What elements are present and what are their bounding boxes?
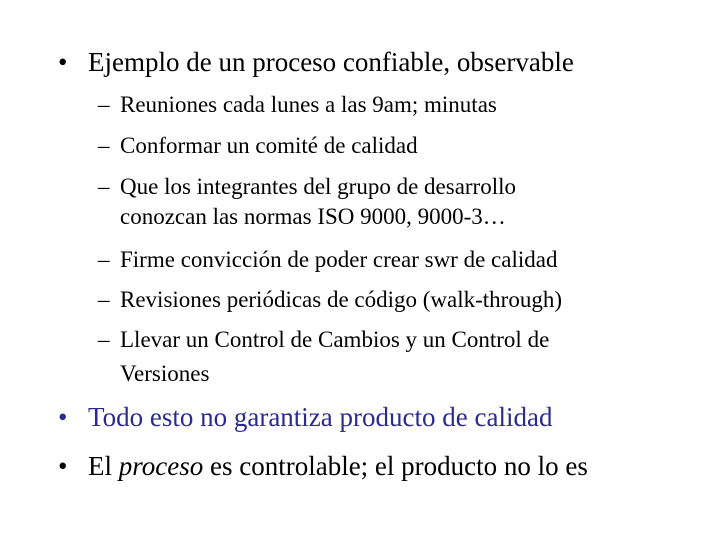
dash-marker: – <box>98 287 110 312</box>
dash-marker: – <box>98 327 110 352</box>
bullet-3-text <box>88 450 588 482</box>
main-bullet-text: Ejemplo de un proceso confiable, observable <box>88 47 574 77</box>
bullet-marker: • <box>58 451 68 481</box>
sub-item-text-continued: Versiones <box>120 361 210 386</box>
bullet-marker: • <box>58 47 68 77</box>
bullet-3-part1: El <box>88 451 119 481</box>
bullet-2-text: Todo esto no garantiza producto de calidad <box>88 402 553 432</box>
sub-item-text: Conformar un comité de calidad <box>120 133 418 158</box>
dash-marker: – <box>98 133 110 158</box>
bullet-3-part2: es controlable; el producto no lo es <box>203 451 588 481</box>
sub-item-text: Reuniones cada lunes a las 9am; minutas <box>120 92 497 117</box>
bullet-3-italic: proceso <box>118 451 204 481</box>
sub-item-text: Que los integrantes del grupo de desarrollo <box>120 174 516 199</box>
sub-item-text: Firme convicción de poder crear swr de calidad <box>120 247 558 272</box>
sub-item-text-continued: conozcan las normas ISO 9000, 9000-3… <box>120 204 506 229</box>
dash-marker: – <box>98 92 110 117</box>
sub-item-text: Revisiones periódicas de código (walk-through) <box>120 287 562 312</box>
sub-item-text: Llevar un Control de Cambios y un Control de <box>120 327 550 352</box>
bullet-marker: • <box>58 402 68 432</box>
dash-marker: – <box>98 174 110 199</box>
dash-marker: – <box>98 247 110 272</box>
